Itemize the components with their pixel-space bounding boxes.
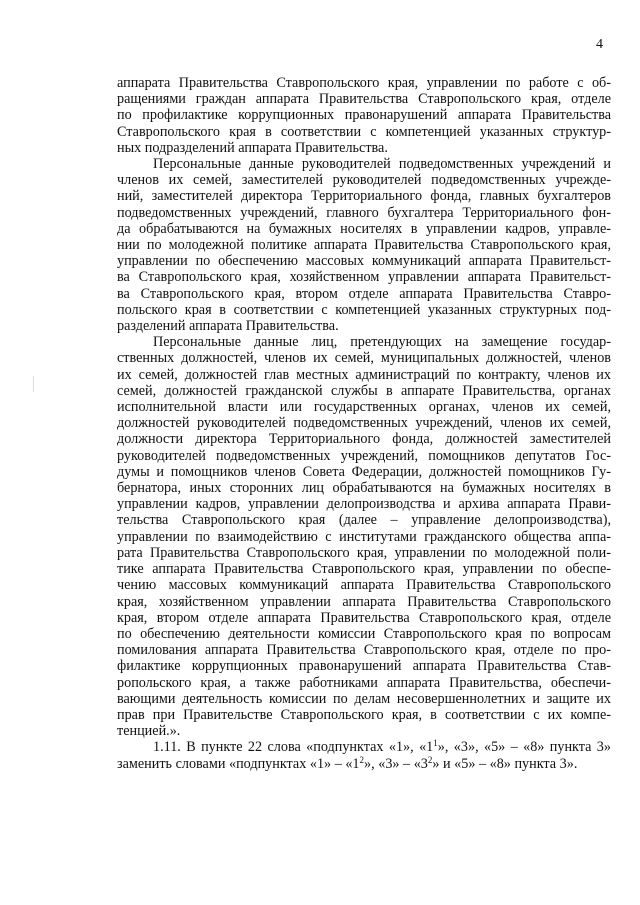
- text-line: ва Ставропольского края, хозяйственном управлении аппарата Правительст-: [117, 269, 611, 286]
- text-line: разделений аппарата Правительства.: [117, 318, 339, 335]
- superscript: 1: [433, 738, 438, 749]
- text-line: края, хозяйственном управлении аппарата Правительства Ставропольского: [117, 593, 611, 610]
- text-line: управлении кадров, управлении делопроизводства и архива аппарата Прави-: [117, 496, 611, 513]
- text-line: Персональные данные руководителей подведомственных учреждений и: [153, 156, 611, 173]
- text-line: исполнительной власти или государственных органах, членов их семей,: [117, 399, 611, 416]
- text-fragment: 1.11. В пункте 22 слова «подпунктах «1», «1: [153, 739, 434, 756]
- text-line: чению массовых коммуникаций аппарата Правительства Ставропольского: [117, 577, 611, 594]
- text-line: Персональные данные лиц, претендующих на замещение государ-: [153, 334, 611, 351]
- text-fragment: » и «5» – «8» пункта 3».: [432, 755, 578, 772]
- text-line: Ставропольского края в соответствии с компетенцией указанных структур-: [117, 123, 611, 140]
- text-line: тенцией.».: [117, 723, 181, 740]
- text-line: бернатора, иных сторонних лиц обрабатываются на бумажных носителях в: [117, 480, 611, 497]
- text-line: по профилактике коррупционных правонарушений аппарата Правительства: [117, 107, 611, 124]
- text-line: семей, должностей гражданской службы в аппарате Правительства, органах: [117, 382, 611, 399]
- document-body: [117, 75, 611, 772]
- text-line: управлении по обеспечению массовых коммуникаций аппарата Правительст-: [117, 253, 611, 270]
- text-line: ва Ставропольского края, втором отделе аппарата Правительства Ставро-: [117, 285, 611, 302]
- text-line: польского края в соответствии с компетенцией указанных структурных под-: [117, 301, 611, 318]
- page-number: 4: [596, 37, 603, 52]
- text-line: филактике коррупционных правонарушений аппарата Правительства Став-: [117, 658, 611, 675]
- text-line: руководителей подведомственных учреждений, помощников депутатов Гос-: [117, 447, 611, 464]
- text-line: вающими деятельность комиссии по делам несовершеннолетних и защите их: [117, 690, 611, 707]
- text-line: ственных должностей, членов их семей, муниципальных должностей, членов: [117, 350, 611, 367]
- paragraph: [117, 334, 611, 739]
- text-line: нии по молодежной политике аппарата Правительства Ставропольского края,: [117, 237, 611, 254]
- superscript: 2: [427, 754, 433, 765]
- paragraph: [117, 75, 611, 156]
- text-line: ных подразделений аппарата Правительства.: [117, 139, 388, 156]
- paragraph: [117, 156, 611, 334]
- text-line: [117, 739, 611, 755]
- text-line: края, втором отделе аппарата Правительства Ставропольского края, отделе: [117, 609, 611, 626]
- text-line: членов их семей, заместителей руководителей подведомственных учрежде-: [117, 172, 611, 189]
- text-line: тельства Ставропольского края (далее – управление делопроизводства),: [117, 512, 611, 529]
- text-fragment: », «3», «5» – «8» пункта 3»: [437, 739, 611, 756]
- text-line: [117, 756, 611, 772]
- text-line: рата Правительства Ставропольского края, управлении по молодежной поли-: [117, 544, 611, 561]
- amendment-paragraph: [117, 739, 611, 771]
- text-line: их семей, должностей глав местных администраций по контракту, членов их: [117, 366, 611, 383]
- margin-mark: [33, 376, 34, 392]
- text-line: должности директора Территориального фонда, должностей заместителей: [117, 431, 611, 448]
- text-line: ращениями граждан аппарата Правительства Ставропольского края, отделе: [117, 91, 611, 108]
- text-fragment: заменить словами «подпунктах «1» – «1: [117, 755, 360, 772]
- text-line: по обеспечению деятельности комиссии Ставропольского края по вопросам: [117, 625, 611, 642]
- text-line: аппарата Правительства Ставропольского края, управлении по работе с об-: [117, 75, 611, 91]
- text-line: помилования аппарата Правительства Ставропольского края, отделе по про-: [117, 642, 611, 659]
- text-line: прав при Правительстве Ставропольского края, в соответствии с их компе-: [117, 706, 611, 723]
- text-line: ний, заместителей директора Территориального фонда, главных бухгалтеров: [117, 188, 611, 205]
- text-line: тике аппарата Правительства Ставропольского края, управлении по обеспе-: [117, 561, 611, 578]
- text-line: должностей руководителей подведомственных учреждений, членов их семей,: [117, 415, 611, 432]
- text-line: ропольского края, а также работниками аппарата Правительства, обеспечи-: [117, 674, 611, 691]
- text-fragment: », «3» – «3: [364, 755, 428, 772]
- text-line: управлении по взаимодействию с институтами гражданского общества аппа-: [117, 528, 611, 545]
- text-line: думы и помощников членов Совета Федерации, должностей помощников Гу-: [117, 463, 611, 480]
- text-line: да обрабатываются на бумажных носителях в управлении кадров, управле-: [117, 220, 611, 237]
- superscript: 2: [359, 754, 365, 765]
- text-line: подведомственных учреждений, главного бухгалтера Территориального фон-: [117, 204, 611, 221]
